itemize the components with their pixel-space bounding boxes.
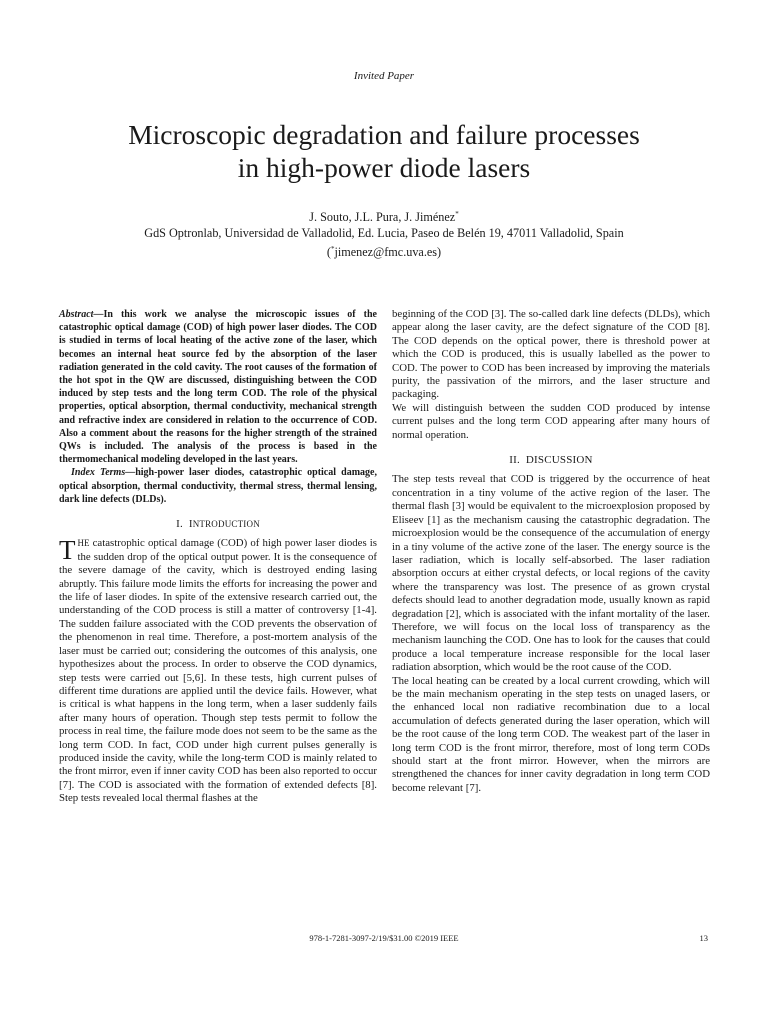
section-heading-discussion xyxy=(392,454,710,467)
abstract xyxy=(59,308,377,466)
email-open-paren: ( xyxy=(326,245,331,260)
paper-title xyxy=(60,118,708,184)
page-number: 13 xyxy=(699,933,708,943)
right-paragraph-2: We will distinguish between the sudden COD produced by intense current pulses and the long term COD appearing after many hours of normal operation. xyxy=(392,401,710,441)
introduction-body: catastrophic optical damage (COD) of high power laser diodes is the sudden drop of the optical output power. It is the consequence of the severe damage of the cavity, which is destroyed ending lasing abruptly. This failure mode limits the efforts for increasing the power and the life of laser diodes. In spite of the extensive research carried out, the understanding of the COD process is still a matter of controversy [1-4]. The sudden failure associated with the COD prevents the observation of the phenomenon in real time. Therefore, a post-mortem analysis of the laser must be carried out; considering the outcomes of this analysis, one hypothesizes about the process. In order to observe the COD dynamics, step tests were carried out [5,6]. In these tests, high current pulses of different time durations are applied until the device fails. However, what is critical is what happens in the long term, when a laser suddenly fails after many hours of operation. Though step tests permit to follow the process in real time, the failure mode does not seem to be the same as the long term COD. In fact, COD under high current pulses generally is produced inside the cavity, while the long-term COD is mainly related to the front mirror, even if inner cavity COD has been also reported to occur [7]. The COD is associated with the formation of extended defects [8]. Step tests revealed local thermal flashes at the xyxy=(59,537,377,805)
section-1-initial: I xyxy=(188,518,193,531)
isbn-copyright: 978-1-7281-3097-2/19/$31.00 ©2019 IEEE xyxy=(309,933,459,943)
affiliation: GdS Optronlab, Universidad de Valladolid, Ed. Lucia, Paseo de Belén 19, 47011 Valladolid, Spain xyxy=(144,226,624,241)
introduction-paragraph xyxy=(59,537,377,805)
section-2-heading: DISCUSSION xyxy=(525,454,593,467)
author-block xyxy=(0,206,768,260)
paper-type-label: Invited Paper xyxy=(353,70,415,82)
right-column xyxy=(392,308,710,795)
section-heading-introduction xyxy=(59,518,377,531)
right-paragraph-1: beginning of the COD [3]. The so-called dark line defects (DLDs), which appear along the laser cavity, are the defect signature of the COD [8]. The COD depends on the optical power, there is threshold power at which the COD is produced, this is usually labelled as the power to COD. The power to COD has been increased by improving the materials purity, the passivation of the mirrors, and the laser structure and packaging. xyxy=(392,308,710,401)
title-line-1: Microscopic degradation and failure processes xyxy=(128,119,640,150)
drop-cap: T xyxy=(59,535,76,566)
abstract-text: In this work we analyse the microscopic issues of the catastrophic optical damage (COD) of high power laser diodes. The COD is studied in terms of local heating of the active zone of the laser, which becomes an internal heat source fed by the absorption of the laser radiation generated in the cold cavity. The root causes of the formation of the hot spot in the QW are discussed, distinguishing between the COD induced by step tests and the long term COD. The role of the physical properties, optical absorption, thermal conductivity, mechanical strength and refractive index are considered in relation to the occurrence of COD. Also a comment about the reasons for the higher strength of the strained QWs is included. The analysis of the process is based in the thermomechanical modeling developed in the last years. xyxy=(59,309,377,466)
small-caps-lead: HE xyxy=(77,538,90,549)
section-2-number: II. xyxy=(509,454,520,467)
index-terms-text: high-power laser diodes, catastrophic optical damage, optical absorption, thermal conductivity, thermal stress, thermal lensing, dark line defects (DLDs). xyxy=(59,467,377,505)
abstract-lead: Abstract— xyxy=(59,309,104,320)
author-names xyxy=(0,206,768,225)
author-names-text: J. Souto, J.L. Pura, J. Jiménez xyxy=(309,210,456,225)
email-footnote-mark: * xyxy=(330,245,335,254)
section-1-number: I. xyxy=(176,518,183,531)
section-1-rest: NTRODUCTION xyxy=(192,519,260,530)
discussion-paragraph-2: The local heating can be created by a local current crowding, which will be the main mechanism operating in the step tests on unaged lasers, or the enhanced local non radiative recombination due to a local accumulation of defects generated during the laser operation, which will be the root cause of the long term COD. The weakest part of the laser in long term COD is the front mirror, therefore, most of long term CODs should start at the front mirror. However, when the mirrors are strengthened the chances for inner cavity degradation in long term COD become relevant [7]. xyxy=(392,674,710,794)
author-email[interactable] xyxy=(0,241,768,260)
index-terms-lead: Index Terms— xyxy=(71,467,136,479)
author-footnote-mark: * xyxy=(455,210,459,218)
email-text[interactable]: jimenez@fmc.uva.es) xyxy=(334,245,442,260)
index-terms xyxy=(59,466,377,506)
discussion-paragraph-1: The step tests reveal that COD is triggered by the occurrence of heat concentration in a tiny volume of the active region of the laser. The thermal flash [3] would be equivalent to the microexplosion proposed by Eliseev [1] as the mechanism causing the catastrophic degradation. The microexplosion would be the consequence of the accumulation of energy in a tiny volume of the active zone of the laser. The energy source is the laser radiation, which is locally self-absorbed. The laser radiation absorption occurs at either crystal defects, or local regions of the cavity where the transparency was lost. The presence of as grown crystal defects should lead to another degradation mode, usually known as rapid degradation [2], which is associated with the infant mortality of the laser. Therefore, we will focus on the local loss of transparency as the mechanism launching the COD. One has to look for the causes that could produce a local temperature increase responsible for the local laser radiation absorption, which would be the root cause of the COD. xyxy=(392,473,710,674)
title-line-2: in high-power diode lasers xyxy=(237,152,531,183)
left-column xyxy=(59,308,377,806)
